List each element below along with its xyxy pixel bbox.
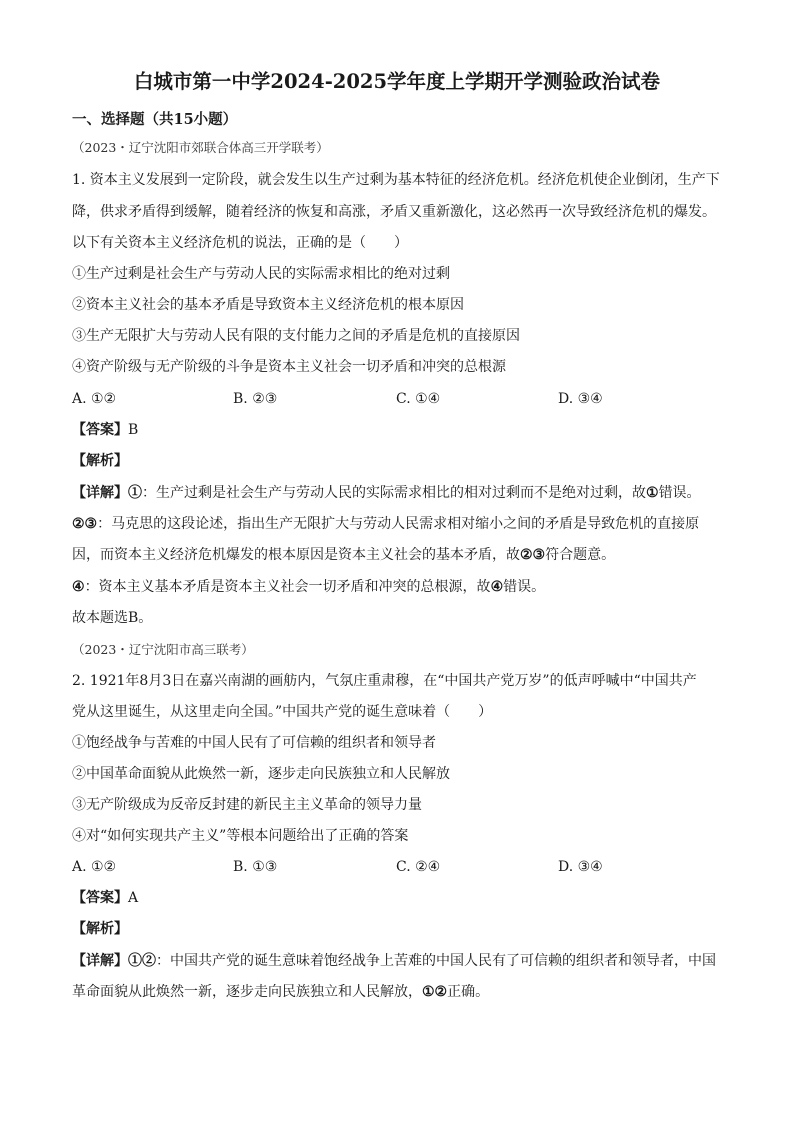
q1-option-b: B. ②③ <box>233 391 278 407</box>
q2-option-d: D. ③④ <box>558 859 603 875</box>
q2-statement-4: ④对“如何实现共产主义”等根本问题给出了正确的答案 <box>72 828 409 844</box>
answer-tag: 【答案】 <box>72 890 128 906</box>
q1-detail-2b: 因，而资本主义经济危机爆发的根本原因是资本主义社会的基本矛盾，故②③符合题意。 <box>72 547 616 563</box>
answer-value: A <box>128 890 139 906</box>
q1-answer <box>72 420 138 440</box>
q1-option-c: C. ①④ <box>396 391 441 407</box>
q1-option-a: A. ①② <box>72 391 117 407</box>
answer-tag: 【答案】 <box>72 422 128 438</box>
q1-analysis-tag: 【解析】 <box>72 453 128 469</box>
q1-source: （2023・辽宁沈阳市郊联合体高三开学联考） <box>72 140 329 155</box>
q2-option-b: B. ①③ <box>233 859 278 875</box>
q1-conclusion: 故本题选B。 <box>72 610 153 626</box>
q2-option-a: A. ①② <box>72 859 117 875</box>
q2-detail-1a: 【详解】①②：中国共产党的诞生意味着饱经战争上苦难的中国人民有了可信赖的组织者和领导者，中国 <box>72 953 716 969</box>
q1-detail-3: ④：资本主义基本矛盾是资本主义社会一切矛盾和冲突的总根源，故④错误。 <box>72 579 546 595</box>
section-title: 一、选择题（共15小题） <box>72 111 238 128</box>
q1-statement-2: ②资本主义社会的基本矛盾是导致资本主义经济危机的根本原因 <box>72 297 464 313</box>
q1-option-d: D. ③④ <box>558 391 603 407</box>
q2-statement-3: ③无产阶级成为反帝反封建的新民主主义革命的领导力量 <box>72 797 422 813</box>
q2-option-c: C. ②④ <box>396 859 441 875</box>
q1-stem-line1: 1. 资本主义发展到一定阶段，就会发生以生产过剩为基本特征的经济危机。经济危机使企业倒闭，生产下 <box>72 172 720 188</box>
q2-statement-1: ①饱经战争与苦难的中国人民有了可信赖的组织者和领导者 <box>72 735 436 751</box>
q2-statement-2: ②中国革命面貌从此焕然一新，逐步走向民族独立和人民解放 <box>72 766 450 782</box>
q1-statement-4: ④资产阶级与无产阶级的斗争是资本主义社会一切矛盾和冲突的总根源 <box>72 359 506 375</box>
q2-source: （2023・辽宁沈阳市高三联考） <box>72 642 254 657</box>
q1-stem-line2: 降，供求矛盾得到缓解，随着经济的恢复和高涨，矛盾又重新激化，这必然再一次导致经济危机的爆发。 <box>72 204 716 220</box>
answer-value: B <box>128 422 139 438</box>
q1-statement-1: ①生产过剩是社会生产与劳动人民的实际需求相比的绝对过剩 <box>72 266 450 282</box>
q1-detail-2a: ②③：马克思的这段论述，指出生产无限扩大与劳动人民需求相对缩小之间的矛盾是导致危机的直接原 <box>72 516 700 532</box>
q2-answer <box>72 888 138 908</box>
q1-statement-3: ③生产无限扩大与劳动人民有限的支付能力之间的矛盾是危机的直接原因 <box>72 328 520 344</box>
q2-analysis-tag: 【解析】 <box>72 921 128 937</box>
q2-detail-1b: 革命面貌从此焕然一新，逐步走向民族独立和人民解放，①②正确。 <box>72 984 490 1000</box>
exam-title: 白城市第一中学2024-2025学年度上学期开学测验政治试卷 <box>133 70 661 93</box>
q2-stem-line1: 2. 1921年8月3日在嘉兴南湖的画舫内，气氛庄重肃穆，在“中国共产党万岁”的低声呼喊中“中国共产 <box>72 673 697 689</box>
q1-detail-1: 【详解】①：生产过剩是社会生产与劳动人民的实际需求相比的相对过剩而不是绝对过剩，故①错误。 <box>72 485 701 501</box>
q2-stem-line2: 党从这里诞生，从这里走向全国。”中国共产党的诞生意味着（ ） <box>72 704 493 720</box>
q1-stem-line3: 以下有关资本主义经济危机的说法，正确的是（ ） <box>72 235 408 251</box>
